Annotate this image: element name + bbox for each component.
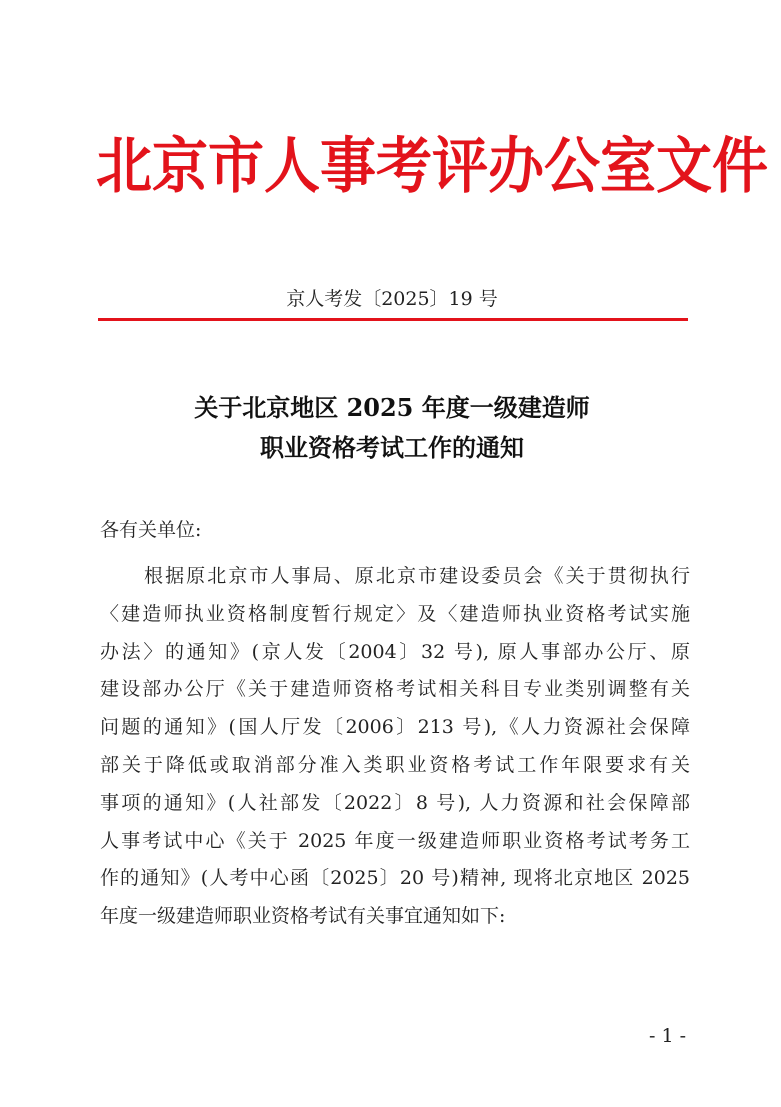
notice-title bbox=[96, 388, 688, 468]
body-line: 问题的通知》(国人厅发〔2006〕213 号),《人力资源社会保障 bbox=[100, 716, 690, 739]
body-line: 年度一级建造师职业资格考试有关事宜通知如下: bbox=[100, 905, 506, 928]
body-line: 办法〉的通知》(京人发〔2004〕32 号), 原人事部办公厅、原 bbox=[100, 640, 690, 663]
masthead-title: 北京市人事考评办公室文件 bbox=[96, 130, 768, 202]
page-number: - 1 - bbox=[648, 1025, 686, 1047]
body-line: 根据原北京市人事局、原北京市建设委员会《关于贯彻执行 bbox=[144, 565, 690, 587]
salutation: 各有关单位: bbox=[100, 519, 202, 541]
body-line: 部关于降低或取消部分准入类职业资格考试工作年限要求有关 bbox=[100, 753, 690, 776]
body-line: 建设部办公厅《关于建造师资格考试相关科目专业类别调整有关 bbox=[100, 678, 690, 701]
body-paragraph bbox=[100, 558, 690, 936]
body-line: 作的通知》(人考中心函〔2025〕20 号)精神, 现将北京地区 2025 bbox=[100, 867, 690, 890]
notice-title-line-1: 关于北京地区 2025 年度一级建造师 bbox=[194, 393, 590, 422]
document-number: 京人考发〔2025〕19 号 bbox=[286, 288, 498, 310]
body-line: 事项的通知》(人社部发〔2022〕8 号), 人力资源和社会保障部 bbox=[100, 791, 690, 814]
red-divider-line bbox=[98, 318, 688, 321]
notice-title-line-2: 职业资格考试工作的通知 bbox=[260, 433, 524, 462]
body-line: 〈建造师执业资格制度暂行规定〉及〈建造师执业资格考试实施 bbox=[100, 602, 690, 625]
body-line: 人事考试中心《关于 2025 年度一级建造师职业资格考试考务工 bbox=[100, 829, 690, 852]
